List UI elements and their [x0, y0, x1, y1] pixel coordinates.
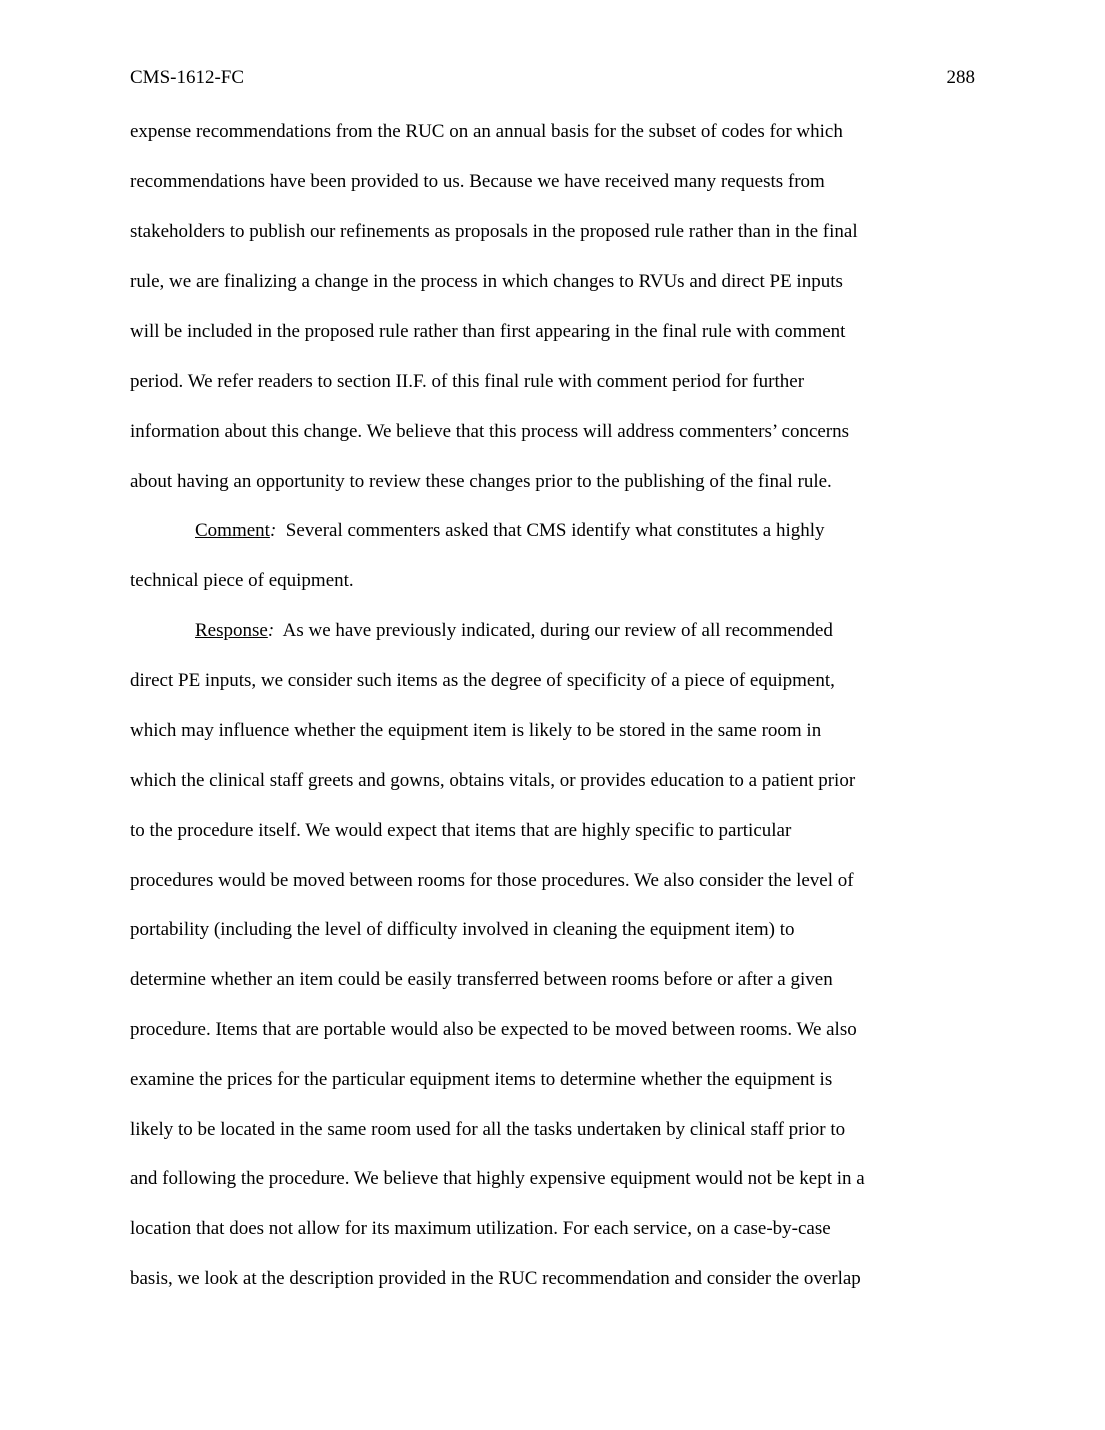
comment-text: Several commenters asked that CMS identify what constitutes a highly	[276, 520, 825, 541]
text-line: about having an opportunity to review these changes prior to the publishing of the final rule.	[130, 471, 832, 492]
text-line: period. We refer readers to section II.F. of this final rule with comment period for further	[130, 371, 805, 392]
text-line: determine whether an item could be easily transferred between rooms before or after a given	[130, 969, 833, 990]
text-line: examine the prices for the particular equipment items to determine whether the equipment is	[130, 1069, 833, 1090]
response-label: Response	[195, 620, 268, 641]
text-line: basis, we look at the description provided in the RUC recommendation and consider the overlap	[130, 1268, 861, 1289]
text-line: location that does not allow for its maximum utilization. For each service, on a case-by-case	[130, 1218, 831, 1239]
text-line: procedure. Items that are portable would also be expected to be moved between rooms. We also	[130, 1019, 857, 1040]
page-number: 288	[946, 67, 975, 88]
document-id: CMS-1612-FC	[130, 67, 245, 88]
comment-colon: :	[269, 520, 277, 541]
response-text: As we have previously indicated, during our review of all recommended	[274, 620, 833, 641]
text-line: direct PE inputs, we consider such items as the degree of specificity of a piece of equipment,	[130, 670, 835, 691]
response-line	[195, 619, 833, 643]
text-line: recommendations have been provided to us. Because we have received many requests from	[130, 171, 825, 192]
text-line: will be included in the proposed rule rather than first appearing in the final rule with comment	[130, 321, 846, 342]
text-line: portability (including the level of difficulty involved in cleaning the equipment item) to	[130, 919, 795, 940]
comment-line	[195, 519, 825, 543]
text-line: likely to be located in the same room used for all the tasks undertaken by clinical staff prior to	[130, 1119, 846, 1140]
response-colon: :	[267, 620, 275, 641]
text-line: procedures would be moved between rooms for those procedures. We also consider the level of	[130, 870, 854, 891]
text-line: which the clinical staff greets and gowns, obtains vitals, or provides education to a patient prior	[130, 770, 856, 791]
text-line: expense recommendations from the RUC on an annual basis for the subset of codes for which	[130, 121, 843, 142]
comment-label: Comment	[195, 520, 270, 541]
text-line: and following the procedure. We believe that highly expensive equipment would not be kept in a	[130, 1168, 865, 1189]
text-line: technical piece of equipment.	[130, 570, 354, 591]
text-line: to the procedure itself. We would expect that items that are highly specific to particular	[130, 820, 792, 841]
text-line: information about this change. We believe that this process will address commenters’ concerns	[130, 421, 850, 442]
text-line: rule, we are finalizing a change in the process in which changes to RVUs and direct PE inputs	[130, 271, 843, 292]
text-line: which may influence whether the equipment item is likely to be stored in the same room in	[130, 720, 822, 741]
text-line: stakeholders to publish our refinements as proposals in the proposed rule rather than in the final	[130, 221, 858, 242]
